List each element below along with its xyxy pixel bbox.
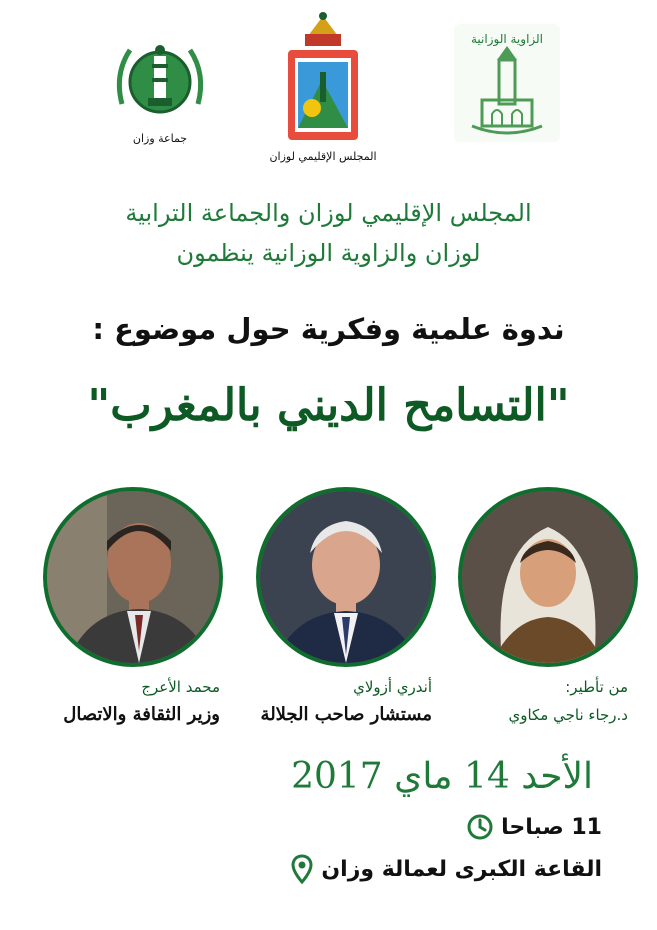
seminar-subject: ندوة علمية وفكرية حول موضوع : [92, 312, 565, 346]
speaker-portrait-moderator [462, 491, 634, 663]
speaker-minister [24, 678, 220, 725]
provincial-council-logo [258, 8, 388, 163]
speaker-role: مستشار صاحب الجلالة [260, 704, 432, 725]
zawiya-logo [452, 22, 562, 144]
speaker-portrait-minister [47, 491, 219, 663]
organizer-line-1: المجلس الإقليمي لوزان والجماعة الترابية [125, 199, 532, 227]
event-date: الأحد 14 ماي 2017 [291, 756, 593, 797]
speaker-portrait-advisor [260, 491, 432, 663]
portrait-woman-headscarf-image [462, 491, 634, 663]
event-time [467, 814, 602, 840]
seminar-title: "التسامح الديني بالمغرب" [87, 380, 570, 431]
clock-icon [467, 814, 493, 840]
portrait-man-gray-hair-image [260, 491, 432, 663]
provincial-council-caption: المجلس الإقليمي لوزان [269, 150, 377, 163]
speaker-name: د.رجاء ناجي مكاوي [508, 706, 628, 724]
commune-logo [108, 34, 212, 145]
location-pin-icon [291, 854, 313, 884]
organizer-line-2: لوزان والزاوية الوزانية ينظمون [176, 239, 481, 267]
speaker-advisor [224, 678, 432, 725]
provincial-crest-icon [258, 8, 388, 146]
moderation-label: من تأطير: [565, 678, 628, 696]
event-venue-text: القاعة الكبرى لعمالة وزان [321, 856, 602, 882]
commune-emblem-icon [108, 34, 212, 134]
commune-logo-caption: جماعة وزان [132, 132, 188, 145]
speaker-moderator [440, 678, 628, 724]
zawiya-logo-caption: الزاوية الوزانية [470, 32, 544, 46]
speaker-name: محمد الأعرج [141, 678, 220, 696]
event-time-text: 11 صباحا [501, 814, 602, 840]
portrait-man-suit-image [47, 491, 219, 663]
speaker-role: وزير الثقافة والاتصال [63, 704, 220, 725]
event-venue [291, 854, 602, 884]
speaker-name: أندري أزولاي [353, 678, 432, 696]
